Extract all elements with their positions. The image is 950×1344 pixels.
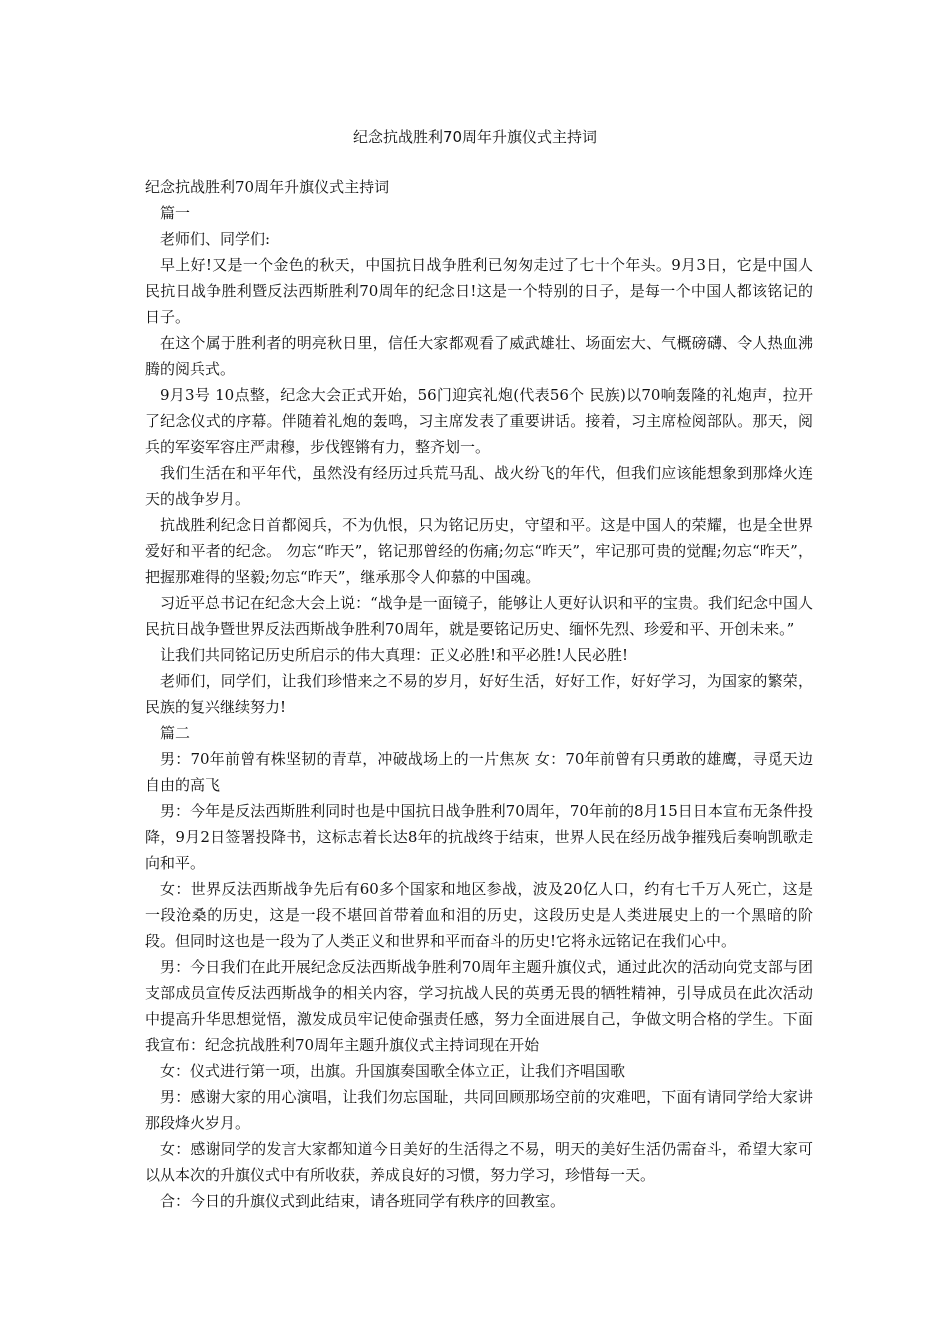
paragraph: 我们生活在和平年代，虽然没有经历过兵荒马乱、战火纷飞的年代，但我们应该能想象到那烽火连天的战争岁月。 (145, 464, 813, 508)
paragraph: 老师们、同学们: (160, 230, 271, 248)
paragraph: 男：感谢大家的用心演唱，让我们勿忘国耻，共同回顾那场空前的灾难吧，下面有请同学给大家讲那段烽火岁月。 (145, 1088, 813, 1132)
paragraph: 男：今日我们在此开展纪念反法西斯战争胜利70周年主题升旗仪式，通过此次的活动向党支部与团支部成员宣传反法西斯战争的相关内容，学习抗战人民的英勇无畏的牺牲精神，引导成员在此次活动中提高升华思想觉悟，激发成员牢记使命强责任感，努力全面进展自己，争做文明合格的学生。下面我宣布：纪念抗战胜利70周年主题升旗仪式主持词现在开始 (145, 958, 813, 1054)
paragraph: 合：今日的升旗仪式到此结束，请各班同学有秩序的回教室。 (160, 1192, 566, 1210)
paragraph: 在这个属于胜利者的明亮秋日里，信任大家都观看了威武雄壮、场面宏大、气概磅礴、令人热血沸腾的阅兵式。 (145, 334, 813, 378)
document-title: 纪念抗战胜利70周年升旗仪式主持词 (352, 128, 598, 146)
paragraph: 男：今年是反法西斯胜利同时也是中国抗日战争胜利70周年，70年前的8月15日日本宣布无条件投降，9月2日签署投降书，这标志着长达8年的抗战终于结束，世界人民在经历战争摧残后奏响凯歌走向和平。 (145, 802, 813, 872)
paragraph: 女：仪式进行第一项，出旗。升国旗奏国歌全体立正，让我们齐唱国歌 (160, 1062, 626, 1080)
paragraph: 老师们，同学们，让我们珍惜来之不易的岁月，好好生活，好好工作，好好学习，为国家的繁荣，民族的复兴继续努力! (145, 672, 813, 716)
section-label-1: 篇一 (160, 204, 191, 222)
paragraph: 女：感谢同学的发言大家都知道今日美好的生活得之不易，明天的美好生活仍需奋斗，希望大家可以从本次的升旗仪式中有所收获，养成良好的习惯，努力学习，珍惜每一天。 (145, 1140, 813, 1184)
paragraph: 习近平总书记在纪念大会上说：“战争是一面镜子，能够让人更好认识和平的宝贵。我们纪念中国人民抗日战争暨世界反法西斯战争胜利70周年，就是要铭记历史、缅怀先烈、珍爱和平、开创未来。” (145, 594, 813, 638)
paragraph: 9月3号 10点整，纪念大会正式开始，56门迎宾礼炮(代表56个 民族)以70响轰隆的礼炮声，拉开了纪念仪式的序幕。伴随着礼炮的轰鸣，习主席发表了重要讲话。接着，习主席检阅部队。那天，阅兵的军姿军容庄严肃穆，步伐铿锵有力，整齐划一。 (145, 386, 813, 456)
paragraph: 让我们共同铭记历史所启示的伟大真理：正义必胜!和平必胜!人民必胜! (160, 646, 629, 664)
document-body (145, 174, 813, 1214)
paragraph: 女：世界反法西斯战争先后有60多个国家和地区参战，波及20亿人口，约有七千万人死亡，这是一段沧桑的历史，这是一段不堪回首带着血和泪的历史，这段历史是人类进展史上的一个黑暗的阶段。但同时这也是一段为了人类正义和世界和平而奋斗的历史!它将永远铭记在我们心中。 (145, 880, 813, 950)
paragraph: 抗战胜利纪念日首都阅兵，不为仇恨，只为铭记历史，守望和平。这是中国人的荣耀，也是全世界爱好和平者的纪念。 勿忘“昨天”，铭记那曾经的伤痛;勿忘“昨天”，牢记那可贵的觉醒;勿忘“昨天”，把握那难得的坚毅;勿忘“昨天”，继承那令人仰慕的中国魂。 (145, 516, 813, 586)
paragraph: 早上好!又是一个金色的秋天，中国抗日战争胜利已匆匆走过了七十个年头。9月3日，它是中国人民抗日战争胜利暨反法西斯胜利70周年的纪念日!这是一个特别的日子，是每一个中国人都该铭记的日子。 (145, 256, 813, 326)
body-heading: 纪念抗战胜利70周年升旗仪式主持词 (145, 178, 390, 196)
paragraph: 男：70年前曾有株坚韧的青草，冲破战场上的一片焦灰 女：70年前曾有只勇敢的雄鹰，寻觅天边自由的高飞 (145, 750, 813, 794)
section-label-2: 篇二 (160, 724, 191, 742)
